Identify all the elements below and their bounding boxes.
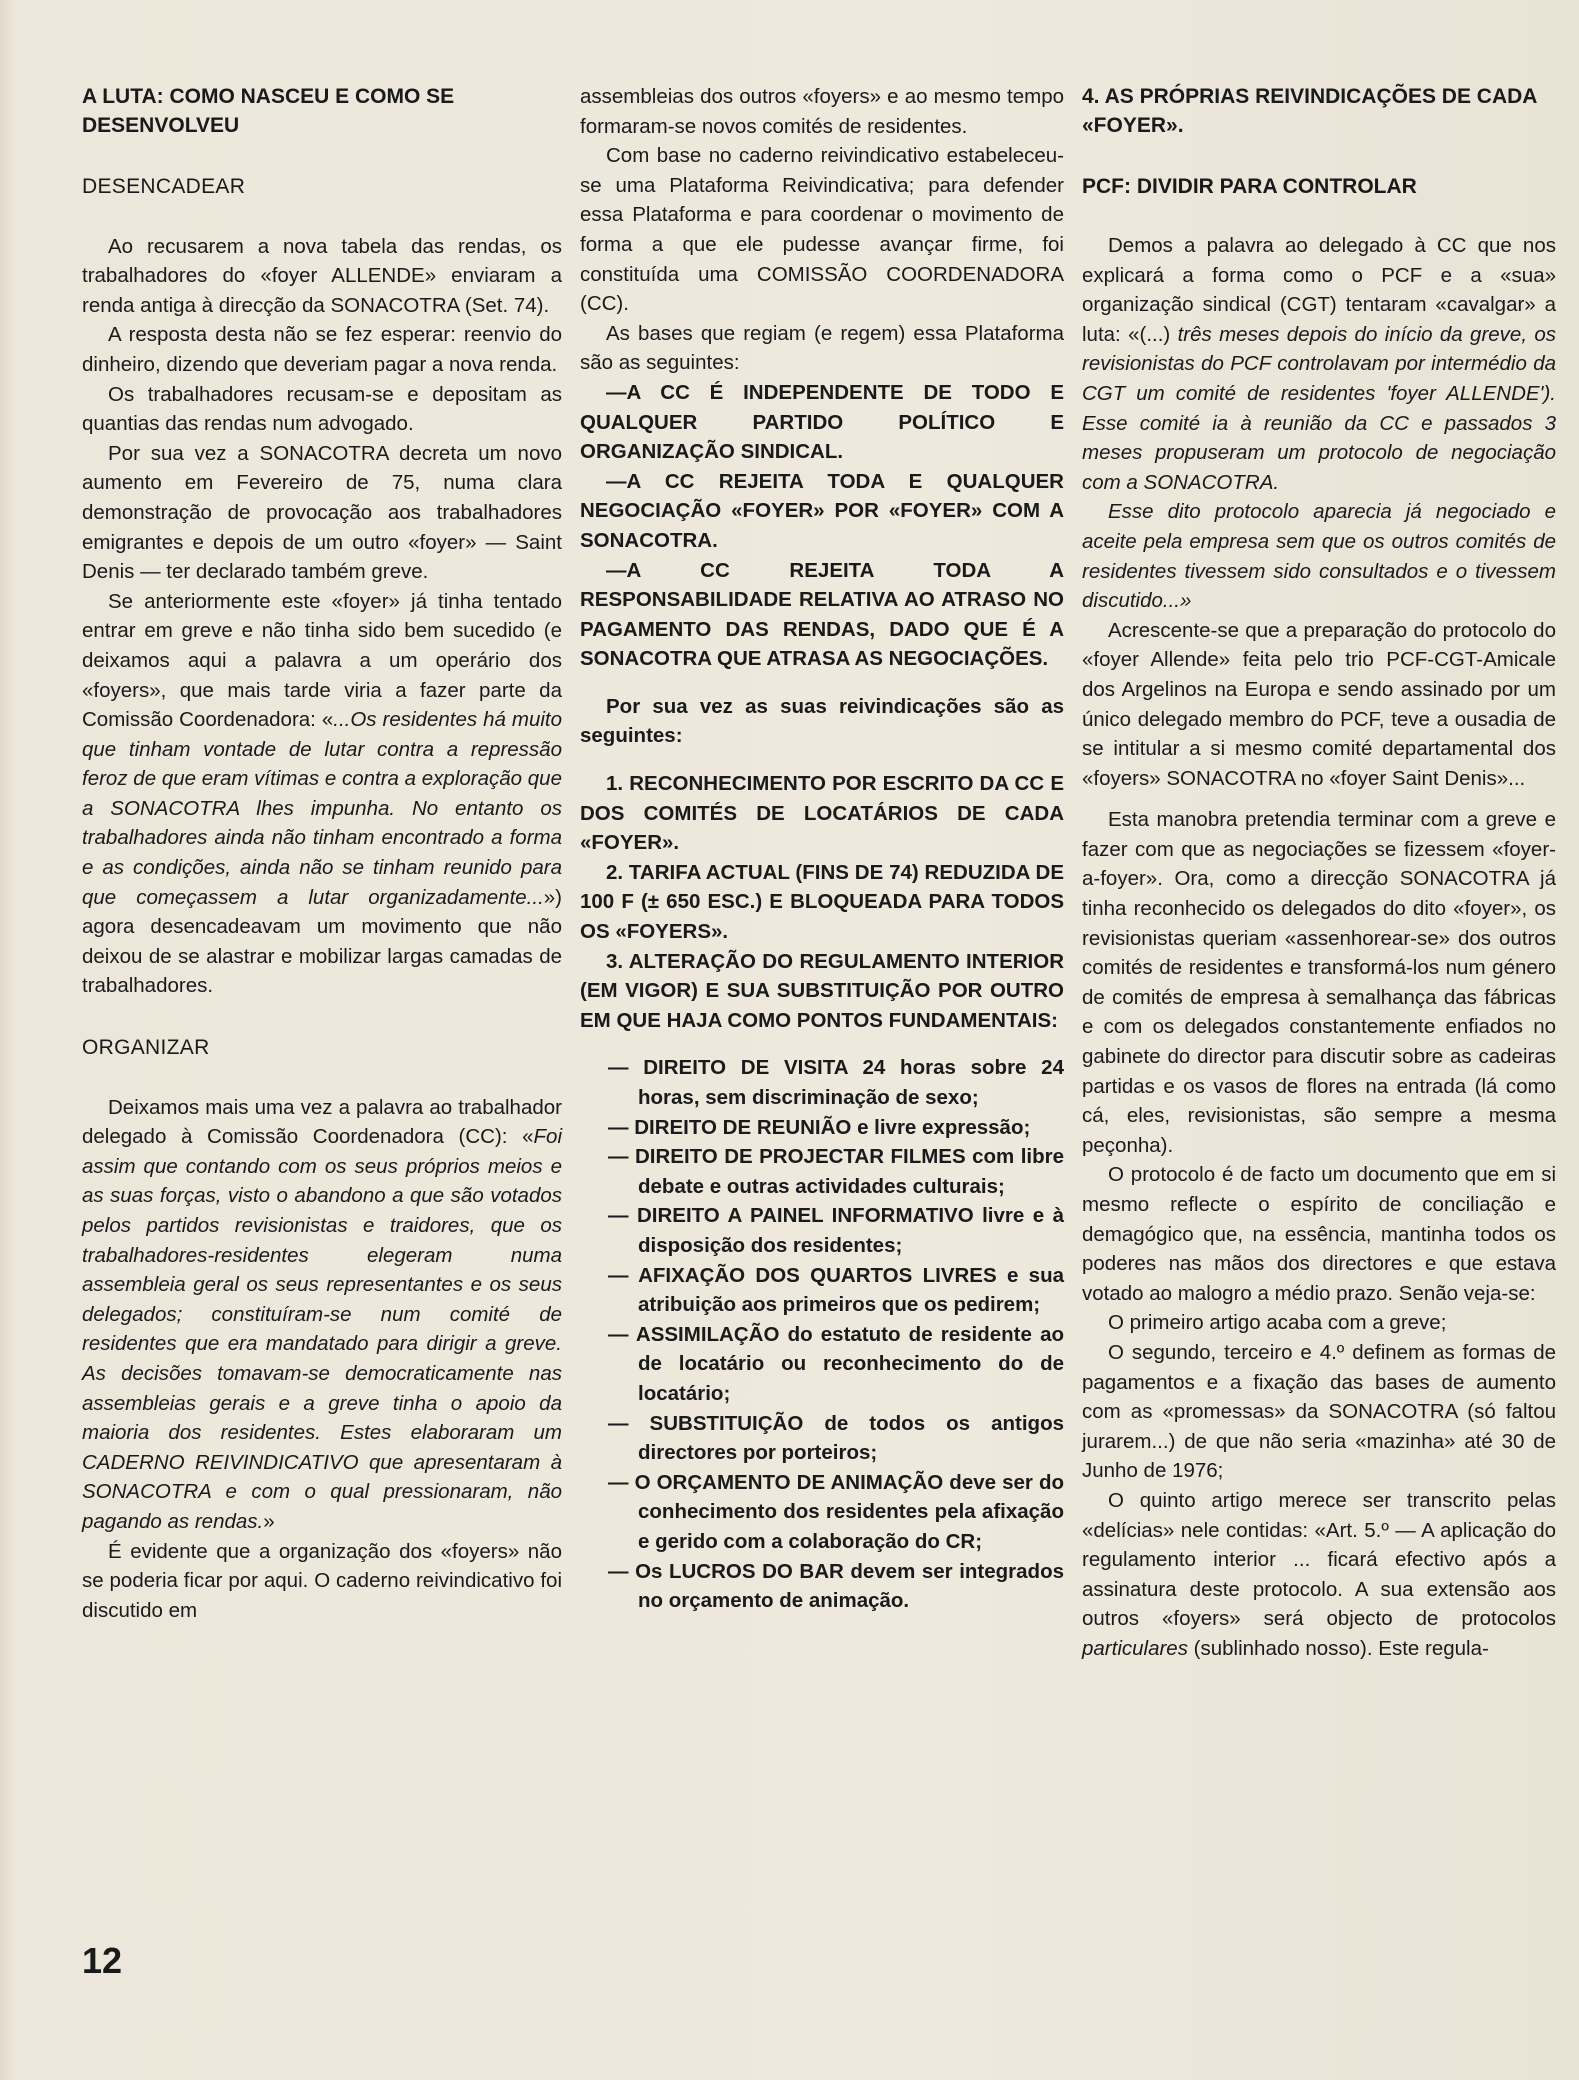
text: Demos a palavra ao delegado à CC que nos explicará a forma como o PCF e a «sua» organização sindical (CGT) tentaram «cavalgar» a luta: «(...)	[1082, 234, 1556, 346]
rights-list	[580, 1053, 1064, 1615]
paragraph: O segundo, terceiro e 4.º definem as formas de pagamentos e a fixação das bases de aumento com as «promessas» da SONACOTRA (só faltou jurarem...) de que não seria «mazinha» até 30 de Junho de 1976;	[1082, 1340, 1556, 1483]
list-item: — DIREITO A PAINEL INFORMATIVO livre e à disposição dos residentes;	[608, 1201, 1064, 1260]
list-item: — SUBSTITUIÇÃO de todos os antigos directores por porteiros;	[608, 1409, 1064, 1468]
paragraph: O primeiro artigo acaba com a greve;	[1108, 1311, 1447, 1335]
demands-intro: Por sua vez as suas reivindicações são as seguintes:	[580, 694, 1064, 748]
paragraph: É evidente que a organização dos «foyers» não se poderia ficar por aqui. O caderno reivindicativo foi discutido em	[82, 1539, 562, 1622]
quote-italic: Foi assim que contando com os seus próprios meios e as suas forças, visto o abandono a que são votados pelos partidos revisionistas e traidores, que os trabalhadores-residentes elegeram numa assembleia geral os seus representantes e os seus delegados; constituíram-se num comité de residentes que era mandatado para dirigir a greve. As decisões tomavam-se democraticamente nas assembleias gerais e a greve tinha o apoio da maioria dos residentes. Estes elaboraram um CADERNO REIVINDICATIVO que apresentaram à SONACOTRA e com o qual pressionaram, não pagando as rendas.	[82, 1125, 562, 1533]
section-heading: PCF: DIVIDIR PARA CONTROLAR	[1082, 175, 1417, 198]
text: O quinto artigo merece ser transcrito pelas «delícias» nele contidas: «Art. 5.º — A aplicação do regulamento interior ... ficará efectivo após a assinatura deste protocolo. A sua extensão aos outros «foyers» será objecto de protocolos	[1082, 1488, 1556, 1631]
paragraph: Por sua vez a SONACOTRA decreta um novo aumento em Fevereiro de 75, numa clara demonstração de provocação aos trabalhadores emigrantes e depois de um outro «foyer» — Saint Denis — ter declarado também greve.	[82, 441, 562, 584]
list-item: — DIREITO DE REUNIÃO e livre expressão;	[608, 1113, 1064, 1143]
list-item: — AFIXAÇÃO DOS QUARTOS LIVRES e sua atribuição aos primeiros que os pedirem;	[608, 1261, 1064, 1320]
demand-1: 1. RECONHECIMENTO POR ESCRITO DA CC E DOS COMITÉS DE LOCATÁRIOS DE CADA «FOYER».	[580, 772, 1064, 855]
section-heading: 4. AS PRÓPRIAS REIVINDICAÇÕES DE CADA «FOYER».	[1082, 85, 1537, 137]
paragraph: assembleias dos outros «foyers» e ao mesmo tempo formaram-se novos comités de residentes.	[580, 85, 1064, 138]
subheading-organizar: ORGANIZAR	[82, 1036, 210, 1060]
text: »	[263, 1509, 275, 1533]
text: Deixamos mais uma vez a palavra ao trabalhador delegado à Comissão Coordenadora (CC): «	[82, 1095, 562, 1149]
text: ») agora desencadeavam um movimento que não deixou de se alastrar e mobilizar largas camadas de trabalhadores.	[82, 885, 562, 998]
demand-3: 3. ALTERAÇÃO DO REGULAMENTO INTERIOR (EM VIGOR) E SUA SUBSTITUIÇÃO POR OUTRO EM QUE HAJA COMO PONTOS FUNDAMENTAIS:	[580, 949, 1064, 1032]
list-item: — DIREITO DE VISITA 24 horas sobre 24 horas, sem discriminação de sexo;	[608, 1053, 1064, 1112]
section-heading: A LUTA: COMO NASCEU E COMO SE DESENVOLVEU	[82, 85, 455, 137]
column-middle	[580, 82, 1064, 1616]
list-item: — DIREITO DE PROJECTAR FILMES com libre debate e outras actividades culturais;	[608, 1142, 1064, 1201]
paragraph: O protocolo é de facto um documento que em si mesmo reflecte o espírito de conciliação e demagógico que, na essência, mantinha todos os poderes nas mãos dos directores e que estava votado ao malogro a médio prazo. Senão veja-se:	[1082, 1163, 1556, 1305]
paragraph: Ao recusarem a nova tabela das rendas, os trabalhadores do «foyer ALLENDE» enviaram a renda antiga à direcção da SONACOTRA (Set. 74).	[82, 234, 562, 317]
paragraph: A resposta desta não se fez esperar: reenvio do dinheiro, dizendo que deveriam pagar a nova renda.	[82, 323, 562, 376]
platform-base-3: —A CC REJEITA TODA A RESPONSABILIDADE RELATIVA AO ATRASO NO PAGAMENTO DAS RENDAS, DADO QUE É A SONACOTRA QUE ATRASA AS NEGOCIAÇÕES.	[580, 558, 1064, 671]
paragraph-quote	[82, 587, 562, 1001]
subheading-desencadear: DESENCADEAR	[82, 175, 246, 198]
list-item: — O ORÇAMENTO DE ANIMAÇÃO deve ser do conhecimento dos residentes pela afixação e gerido com a colaboração do CR;	[608, 1468, 1064, 1557]
demand-2: 2. TARIFA ACTUAL (FINS DE 74) REDUZIDA DE 100 F (± 650 ESC.) E BLOQUEADA PARA TODOS OS «FOYERS».	[580, 860, 1064, 944]
quote-italic: três meses depois do início da greve, os revisionistas do PCF controlavam por intermédio da CGT um comité de residentes 'foyer ALLENDE'). Esse comité ia à reunião da CC e passados 3 meses propuseram um protocolo de negociação com a SONACOTRA.	[1082, 322, 1557, 494]
emphasis-italic: particulares	[1082, 1636, 1188, 1660]
column-right	[1082, 82, 1556, 1664]
quote-italic: Esse dito protocolo aparecia já negociado e aceite pela empresa sem que os outros comités de residentes tivessem sido consultados e o tivessem discutido...»	[1082, 500, 1556, 613]
quote-italic: ...Os residentes há muito que tinham vontade de lutar contra a repressão feroz de que eram vítimas e contra a exploração que a SONACOTRA lhes impunha. No entanto os trabalhadores ainda não tinham encontrado a forma e as condições, ainda não se tinham reunido para que começassem a lutar organizadamente...	[82, 708, 562, 909]
text: (sublinhado nosso). Este regula-	[1187, 1636, 1489, 1660]
paragraph: As bases que regiam (e regem) essa Plataforma são as seguintes:	[580, 321, 1064, 375]
paragraph: Esta manobra pretendia terminar com a greve e fazer com que as negociações se fizessem «foyer-a-foyer». Ora, como a direcção SONACOTRA já tinha reconhecido os delegados do dito «foyer», os revisionistas queriam «assenhorear-se» dos outros comités de residentes e transformá-los num género de comités de empresa à semalhança das fábricas e com os delegados constantemente enfiados no gabinete do director para discutir sobre as cadeiras partidas e os vasos de flores na entrada (lá como cá, eles, revisionistas, são sempre a mesma peçonha).	[1082, 808, 1556, 1157]
paragraph: Os trabalhadores recusam-se e depositam as quantias das rendas num advogado.	[82, 382, 562, 436]
column-left	[82, 82, 562, 1625]
paragraph-quote	[1082, 231, 1556, 497]
paragraph: Acrescente-se que a preparação do protocolo do «foyer Allende» feita pelo trio PCF-CGT-Amicale dos Argelinos na Europa e sendo assinado por um único delegado membro do PCF, teve a ousadia de se intitular a si mesmo comité departamental dos «foyers» SONACOTRA no «foyer Saint Denis»...	[1082, 618, 1556, 790]
platform-base-1: —A CC É INDEPENDENTE DE TODO E QUALQUER PARTIDO POLÍTICO E ORGANIZAÇÃO SINDICAL.	[580, 380, 1064, 464]
paragraph: Com base no caderno reivindicativo estabeleceu-se uma Plataforma Reivindicativa; para defender essa Plataforma e para coordenar o movimento de forma a que ele pudesse avançar firme, foi constituída uma COMISSÃO COORDENADORA (CC).	[580, 144, 1064, 316]
paragraph-quote	[82, 1093, 562, 1537]
paragraph	[1082, 1486, 1556, 1664]
page-number: 12	[82, 1940, 123, 1981]
list-item: — Os LUCROS DO BAR devem ser integrados no orçamento de animação.	[608, 1557, 1064, 1616]
platform-base-2: —A CC REJEITA TODA E QUALQUER NEGOCIAÇÃO «FOYER» POR «FOYER» COM A SONACOTRA.	[580, 469, 1064, 552]
text: Se anteriormente este «foyer» já tinha tentado entrar em greve e não tinha sido bem sucedido (e deixamos aqui a palavra a um operário dos «foyers», que mais tarde viria a fazer parte da Comissão Coordenadora: «	[82, 589, 562, 732]
list-item: — ASSIMILAÇÃO do estatuto de residente ao de locatário ou reconhecimento do de locatário;	[608, 1320, 1064, 1409]
